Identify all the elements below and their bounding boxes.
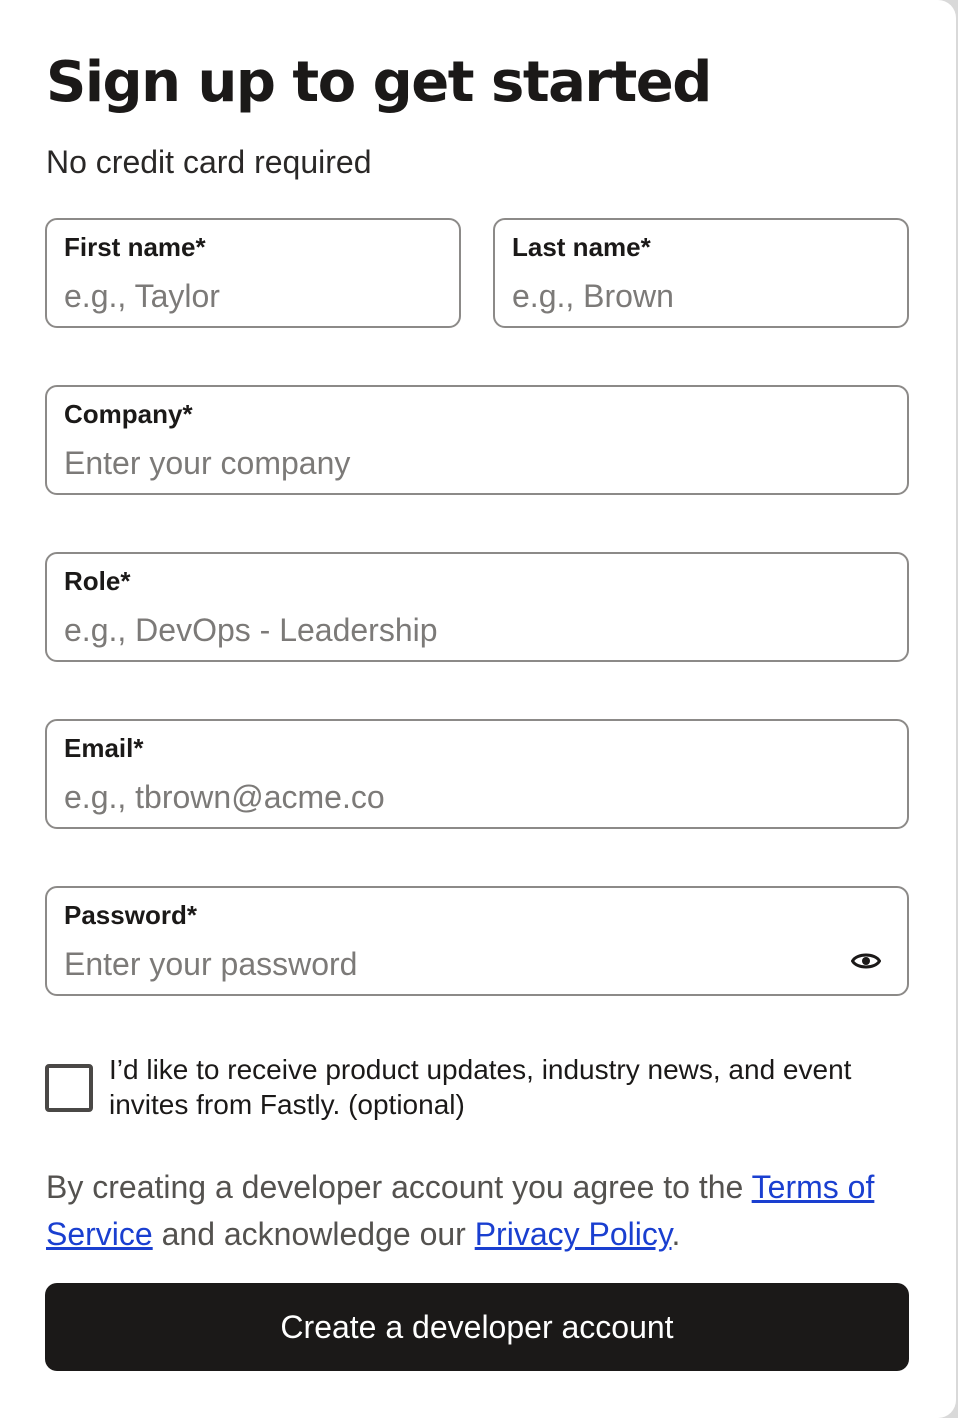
create-account-button[interactable]: Create a developer account [45, 1283, 909, 1371]
email-input[interactable] [64, 777, 847, 817]
password-input[interactable] [64, 944, 847, 984]
consent-checkbox[interactable] [45, 1064, 93, 1112]
eye-icon[interactable] [851, 950, 881, 972]
last-name-label: Last name* [512, 232, 651, 262]
privacy-policy-link[interactable]: Privacy Policy [474, 1216, 672, 1252]
role-field[interactable] [45, 552, 909, 662]
page-subtitle: No credit card required [46, 144, 372, 180]
eye-icon-svg [851, 950, 881, 972]
password-field[interactable] [45, 886, 909, 996]
role-label: Role* [64, 566, 131, 596]
first-name-field[interactable] [45, 218, 461, 328]
password-label: Password* [64, 900, 197, 930]
legal-suffix: . [671, 1216, 681, 1252]
company-label: Company* [64, 399, 193, 429]
first-name-input[interactable] [64, 276, 399, 316]
email-label: Email* [64, 733, 144, 763]
company-input[interactable] [64, 443, 847, 483]
email-field[interactable] [45, 719, 909, 829]
last-name-field[interactable] [493, 218, 909, 328]
terms-of-service-link[interactable]: Terms of Service [46, 1169, 875, 1252]
company-field[interactable] [45, 385, 909, 495]
legal-prefix: By creating a developer account you agree to the [46, 1169, 752, 1205]
first-name-label: First name* [64, 232, 206, 262]
consent-text: I’d like to receive product updates, industry news, and event invites from Fastly. (optional) [109, 1054, 852, 1120]
legal-notice [46, 1164, 906, 1258]
role-input[interactable] [64, 610, 847, 650]
page-title: Sign up to get started [46, 50, 711, 115]
last-name-input[interactable] [512, 276, 847, 316]
legal-middle: and acknowledge our [152, 1216, 475, 1252]
